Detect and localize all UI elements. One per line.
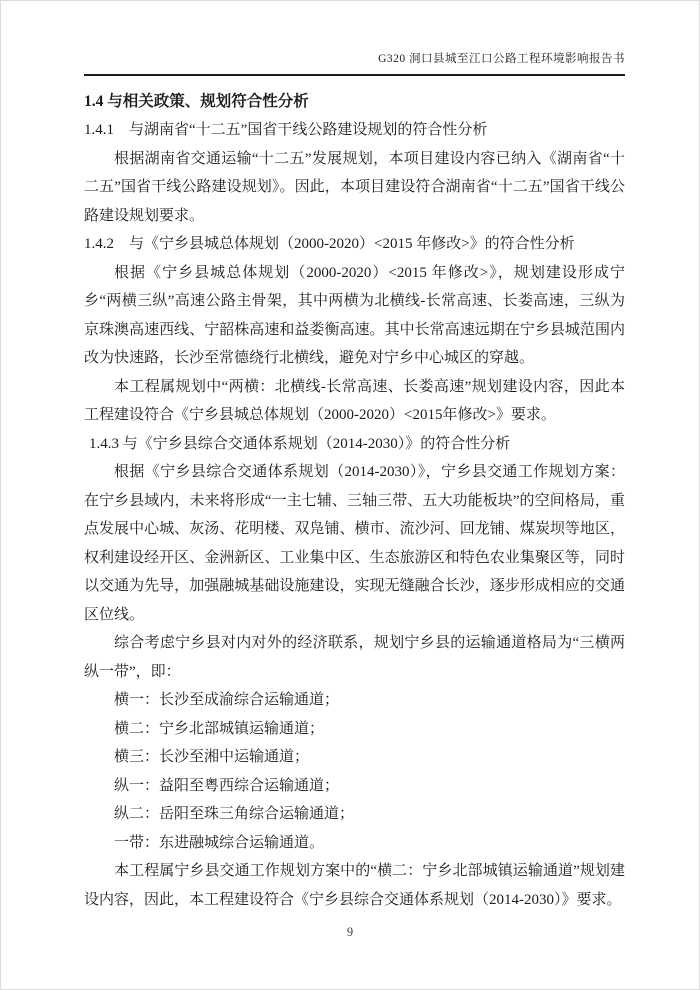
paragraph-142-1: 根据《宁乡县城总体规划（2000-2020）<2015 年修改>》，规划建设形成宁乡“两横三纵”高速公路主骨架，其中两横为北横线-长常高速、长娄高速，三纵为京珠澳高速西线、宁韶株高速和益娄衡高速。其中长常高速远期在宁乡县城范围内改为快速路，长沙至常德绕行北横线，避免对宁乡中心城区的穿越。 [84,264,625,366]
list-item-heng-1: 横一：长沙至成渝综合运输通道； [114,692,340,708]
document-body [84,87,625,914]
list-item-heng-2: 横二：宁乡北部城镇运输通道； [114,720,325,737]
header-rule [84,74,625,76]
list-item-zong-2: 纵二：岳阳至珠三角综合运输通道； [114,806,355,822]
page-footer [1,925,699,940]
list-item-heng-3: 横三：长沙至湘中运输通道； [114,749,310,765]
list-item-zong-1: 纵一：益阳至粤西综合运输通道； [114,777,340,794]
paragraph-141-1: 根据湖南省交通运输“十二五”发展规划，本项目建设内容已纳入《湖南省“十二五”国省干线公路建设规划》。因此，本项目建设符合湖南省“十二五”国省干线公路建设规划要求。 [84,150,625,224]
paragraph-143-1: 根据《宁乡县综合交通体系规划（2014-2030）》，宁乡县交通工作规划方案：在宁乡县域内，未来将形成“一主七辅、三轴三带、五大功能板块”的空间格局，重点发展中心城、灰汤、花明楼、双凫铺、横市、流沙河、回龙铺、煤炭坝等地区，权利建设经开区、金洲新区、工业集中区、生态旅游区和特色农业集聚区等，同时以交通为先导，加强融城基础设施建设，实现无缝融合长沙，逐步形成相应的交通区位线。 [84,464,625,623]
section-heading-1-4: 1.4 与相关政策、规划符合性分析 [84,93,309,110]
report-header-title: G320 洞口县城至江口公路工程环境影响报告书 [378,53,625,65]
page-number: 9 [346,925,354,939]
paragraph-143-2: 综合考虑宁乡县对内对外的经济联系，规划宁乡县的运输通道格局为“三横两纵一带”，即： [84,635,625,680]
list-item-yidai: 一带：东进融城综合运输通道。 [114,834,325,851]
section-heading-1-4-2: 1.4.2 与《宁乡县城总体规划（2000-2020）<2015 年修改>》的符合性分析 [84,236,575,252]
paragraph-143-3: 本工程属宁乡县交通工作规划方案中的“横二：宁乡北部城镇运输通道”规划建设内容，因此，本工程建设符合《宁乡县综合交通体系规划（2014-2030）》要求。 [84,863,625,908]
section-heading-1-4-1: 1.4.1 与湖南省“十二五”国省干线公路建设规划的符合性分析 [84,122,488,138]
section-heading-1-4-3: 1.4.3 与《宁乡县综合交通体系规划（2014-2030）》的符合性分析 [89,435,511,452]
paragraph-142-2: 本工程属规划中“两横：北横线-长常高速、长娄高速”规划建设内容，因此本工程建设符合《宁乡县城总体规划（2000-2020）<2015年修改>》要求。 [84,378,625,423]
transport-corridor-list [84,686,625,857]
